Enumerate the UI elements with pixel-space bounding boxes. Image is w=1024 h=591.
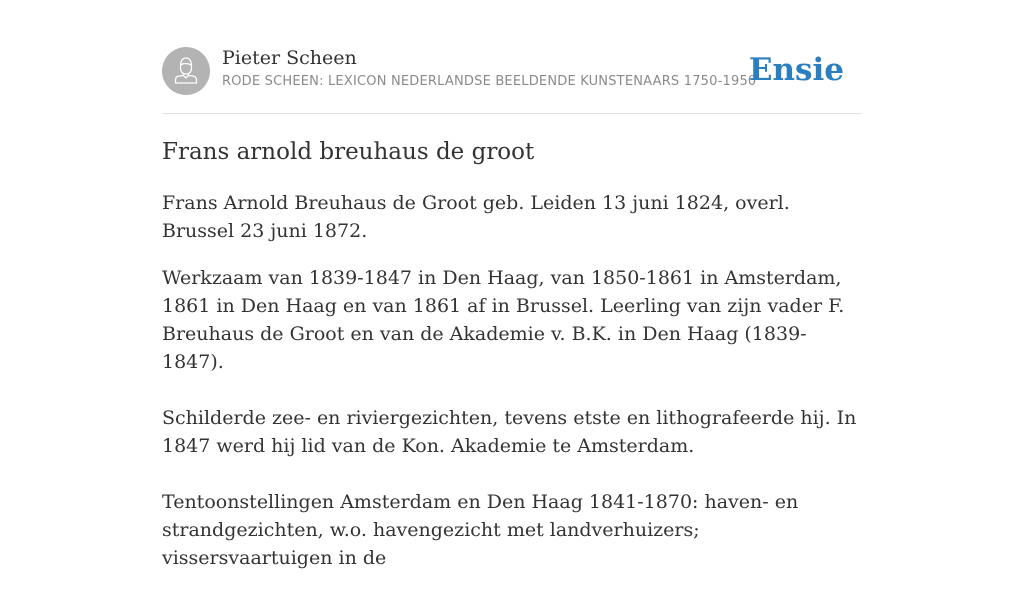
user-silhouette-icon [162,47,210,95]
ensie-logo[interactable]: Ensie [748,52,844,88]
author-name[interactable]: Pieter Scheen [222,47,357,69]
article-paragraph: Schilderde zee- en riviergezichten, tevens etste en lithografeerde hij. In 1847 werd hij lid van de Kon. Akademie te Amsterdam. [162,407,857,457]
header-divider [162,113,862,114]
author-avatar[interactable] [162,47,210,95]
article-body [162,189,867,591]
page-title: Frans arnold breuhaus de groot [162,139,535,165]
article-paragraph: Tentoonstellingen Amsterdam en Den Haag 1841-1870: haven- en strandgezichten, w.o. havengezicht met landverhuizers; vissersvaartuigen in de [162,491,799,569]
article-paragraph: Werkzaam van 1839-1847 in Den Haag, van 1850-1861 in Amsterdam, 1861 in Den Haag en van 1861 af in Brussel. Leerling van zijn vader F. Breuhaus de Groot en van de Akademie v. B.K. in Den Haag (1839-1847). [162,267,845,373]
source-label[interactable]: RODE SCHEEN: LEXICON NEDERLANDSE BEELDENDE KUNSTENAARS 1750-1950 [222,74,757,89]
article-header [162,46,862,96]
article-paragraph: Frans Arnold Breuhaus de Groot geb. Leiden 13 juni 1824, overl. Brussel 23 juni 1872. [162,192,790,242]
